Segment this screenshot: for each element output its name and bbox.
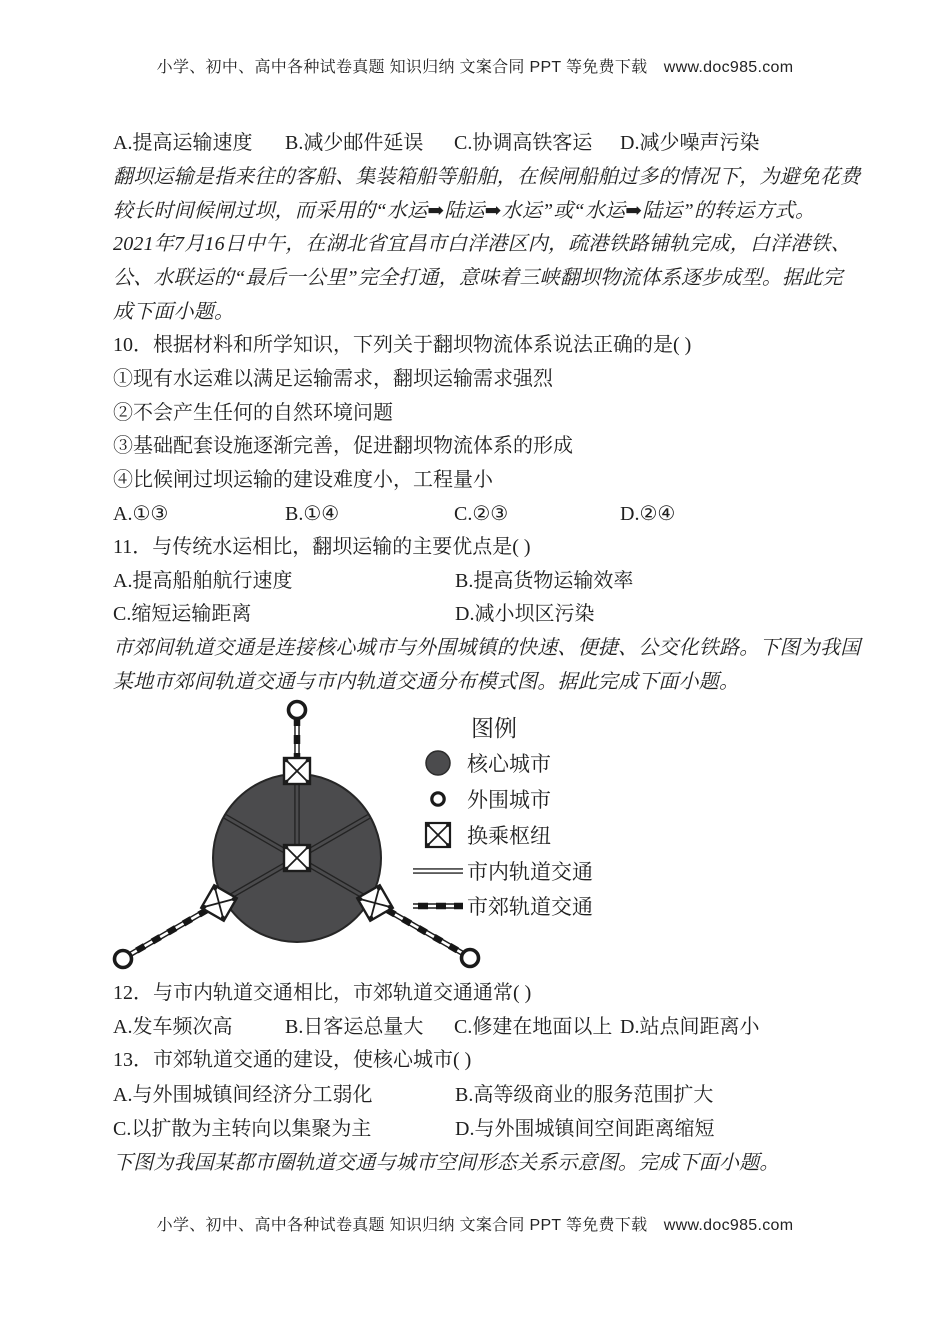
q13-option-c: C.以扩散为主转向以集聚为主 (113, 1118, 372, 1140)
q12-options-row (113, 1012, 873, 1042)
q10-option-c: C.②③ (454, 503, 509, 525)
passage1-line2: 较长时间候闸过坝，而采用的“水运➡陆运➡水运”或“水运➡陆运”的转运方式。 (113, 200, 816, 222)
q12-option-b: B.日客运总量大 (285, 1016, 424, 1038)
passage1-line5: 成下面小题。 (113, 301, 235, 323)
q11-option-d: D.减小坝区污染 (455, 603, 595, 625)
q10-item1: ①现有水运难以满足运输需求，翻坝运输需求强烈 (113, 368, 553, 390)
q11-option-a: A.提高船舶航行速度 (113, 570, 293, 592)
q11-options-row-ab (113, 566, 873, 596)
rail-transit-model-diagram (55, 693, 695, 985)
q12-option-c: C.修建在地面以上 (454, 1016, 613, 1038)
q13-options-row-cd (113, 1114, 873, 1144)
q10-option-a: A.①③ (113, 503, 169, 525)
transfer-hub-center (284, 845, 310, 871)
legend-transfer-hub-label: 换乘枢纽 (467, 825, 551, 848)
legend-core-city-symbol (426, 751, 450, 775)
q10-option-b: B.①④ (285, 503, 340, 525)
q13-option-a: A.与外围城镇间经济分工弱化 (113, 1084, 373, 1106)
passage1-line4: 公、水联运的“最后一公里”完全打通，意味着三峡翻坝物流体系逐步成型。据此完 (113, 267, 843, 289)
q12-stem: 12．与市内轨道交通相比，市郊轨道交通通常( ) (113, 982, 532, 1004)
q10-item2: ②不会产生任何的自然环境问题 (113, 402, 393, 424)
q11-option-b: B.提高货物运输效率 (455, 570, 634, 592)
q13-option-b: B.高等级商业的服务范围扩大 (455, 1084, 714, 1106)
q10-options-row (113, 499, 873, 529)
q11-option-c: C.缩短运输距离 (113, 603, 252, 625)
outer-town-bottom-left (115, 951, 132, 968)
passage2-line2: 某地市郊间轨道交通与市内轨道交通分布模式图。据此完成下面小题。 (113, 671, 740, 693)
q9-option-b: B.减少邮件延误 (285, 132, 424, 154)
q9-option-c: C.协调高铁客运 (454, 132, 593, 154)
passage3-line1: 下图为我国某都市圈轨道交通与城市空间形态关系示意图。完成下面小题。 (113, 1152, 780, 1174)
passage1-line3: 2021年7月16日中午，在湖北省宜昌市白洋港区内，疏港铁路铺轨完成，白洋港铁、 (113, 233, 851, 255)
legend-urban-rail-label: 市内轨道交通 (467, 861, 593, 884)
outer-town-top (289, 702, 306, 719)
q11-stem: 11．与传统水运相比，翻坝运输的主要优点是( ) (113, 536, 531, 558)
legend-outer-town-symbol (432, 793, 444, 805)
diagram-legend (413, 715, 593, 919)
legend-outer-town-label: 外围城市 (467, 789, 551, 812)
legend-core-city-label: 核心城市 (467, 753, 551, 776)
suburban-line-bottom-left (124, 903, 219, 958)
page-header-watermark: 小学、初中、高中各种试卷真题 知识归纳 文案合同 PPT 等免费下载 www.doc985.com (156, 59, 794, 76)
legend-transfer-hub-symbol (426, 823, 450, 847)
legend-title: 图例 (471, 715, 517, 741)
passage1-line1: 翻坝运输是指来往的客船、集装箱船等船舶，在候闸船舶过多的情况下，为避免花费 (113, 166, 861, 188)
q10-option-d: D.②④ (620, 503, 676, 525)
q12-option-a: A.发车频次高 (113, 1016, 233, 1038)
q10-stem: 10．根据材料和所学知识，下列关于翻坝物流体系说法正确的是( ) (113, 334, 692, 356)
q13-option-d: D.与外围城镇间空间距离缩短 (455, 1118, 715, 1140)
q12-option-d: D.站点间距离小 (620, 1016, 760, 1038)
q13-options-row-ab (113, 1080, 873, 1110)
q13-stem: 13．市郊轨道交通的建设，使核心城市( ) (113, 1049, 472, 1071)
q9-option-a: A.提高运输速度 (113, 132, 253, 154)
passage2-line1: 市郊间轨道交通是连接核心城市与外围城镇的快速、便捷、公交化铁路。下图为我国 (113, 637, 861, 659)
outer-town-bottom-right (462, 950, 479, 967)
q9-options-row (113, 128, 873, 158)
q10-item3: ③基础配套设施逐渐完善，促进翻坝物流体系的形成 (113, 435, 573, 457)
transfer-hub-top (284, 758, 310, 784)
q10-item4: ④比候闸过坝运输的建设难度小，工程量小 (113, 469, 493, 491)
q11-options-row-cd (113, 599, 873, 629)
legend-suburban-rail-label: 市郊轨道交通 (467, 896, 593, 919)
q9-option-d: D.减少噪声污染 (620, 132, 760, 154)
page-footer-watermark: 小学、初中、高中各种试卷真题 知识归纳 文案合同 PPT 等免费下载 www.doc985.com (156, 1217, 794, 1234)
